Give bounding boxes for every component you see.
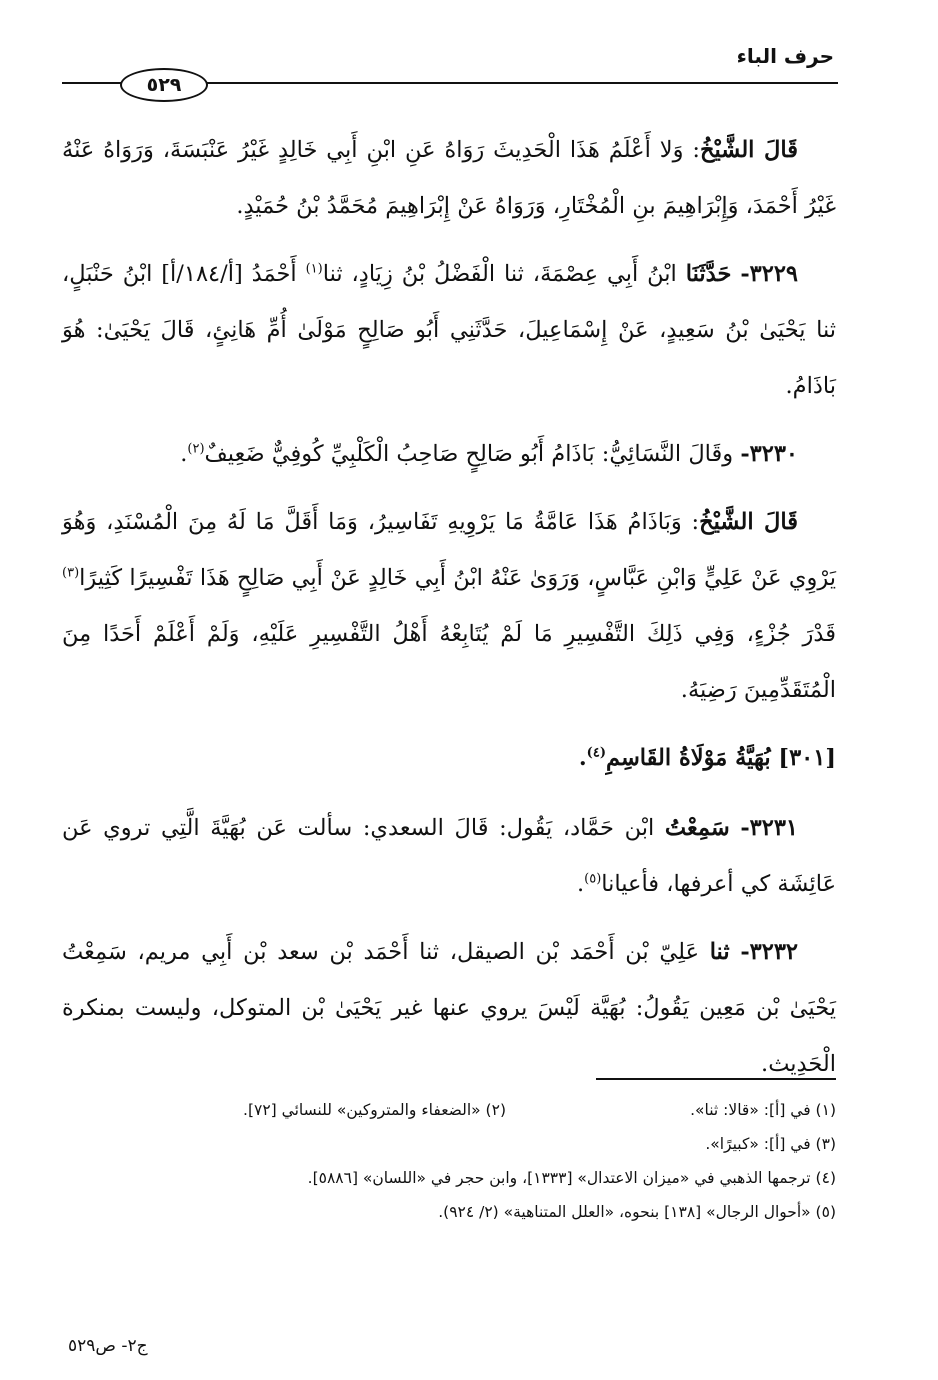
footnote-2: (٢) «الضعفاء والمتروكين» للنسائي [٧٢]. <box>243 1101 506 1119</box>
paragraph-sheikh-1 <box>62 122 836 234</box>
paragraph-text: وقَالَ النَّسَائِيُّ: بَاذَامُ أَبُو صَالِحٍ صَاحِبُ الْكَلْبِيِّ كُوفِيٌّ ضَعِيفٌ <box>204 441 734 467</box>
paragraph-text: أَحْمَدُ [أ/١٨٤/أ] ابْنُ حَنْبَلٍ، ثنا يَحْيَىٰ بْنُ سَعِيدٍ، عَنْ إِسْمَاعِيلَ، حَدَّثَنِي أَبُو صَالِحٍ مَوْلَىٰ أُمِّ هَانِئٍ، قَالَ يَحْيَىٰ: هُوَ بَاذَامُ. <box>62 261 836 399</box>
paragraph-sheikh-2 <box>62 494 836 718</box>
hadith-3230 <box>62 426 836 482</box>
narration-lead: ثنا <box>709 939 730 965</box>
punctuation: . <box>180 441 188 467</box>
hadith-3231 <box>62 800 836 912</box>
footnote-ref-3[interactable]: (٣) <box>62 565 80 581</box>
paragraph-text: عَلِيّ بْن أَحْمَد بْن الصيقل، ثنا أَحْمَد بْن سعد بْن أَبِي مريم، سَمِعْتُ يَحْيَىٰ بْن مَعِين يَقُولُ: بُهَيَّة لَيْسَ يروي عنها غير يَحْيَىٰ بْن المتوكل، وليست بمنكرة الْحَدِيث. <box>62 939 836 1077</box>
section-heading <box>62 730 836 786</box>
sheikh-label: قَالَ الشَّيْخُ <box>699 509 798 535</box>
punctuation: . <box>576 871 585 897</box>
hadith-number: ٣٢٢٩- <box>740 261 798 287</box>
punctuation: . <box>578 745 587 771</box>
narration-lead: سَمِعْتُ <box>664 815 730 841</box>
footnote-4: (٤) ترجمها الذهبي في «ميزان الاعتدال» [١٣٣٣]، وابن حجر في «اللسان» [٥٨٨٦]. <box>307 1169 836 1187</box>
paragraph-text: قَدْرَ جُزْءٍ، وَفِي ذَلِكَ التَّفْسِيرِ مَا لَمْ يُتَابِعْهُ أَهْلُ التَّفْسِيرِ عَلَيْهِ، وَلَمْ أَعْلَمْ أَحَدًا مِنَ الْمُتَقَدِّمِينَ رَضِيَهُ. <box>62 621 836 703</box>
footnote-ref-1[interactable]: (١) <box>305 261 323 277</box>
hadith-number: ٣٢٣٠- <box>740 441 798 467</box>
paragraph-text: : وَبَاذَامُ هَذَا عَامَّةُ مَا يَرْوِيهِ تَفَاسِيرُ، وَمَا أَقَلَّ مَا لَهُ مِنَ الْمُسْنَدِ، وَهُوَ يَرْوِي عَنْ عَلِيٍّ وَابْنِ عَبَّاسٍ، وَرَوَىٰ عَنْهُ ابْنُ أَبِي خَالِدٍ عَنْ أَبِي صَالِحٍ هَذَا تَفْسِيرًا كَثِيرًا <box>62 509 836 591</box>
footnote-row <box>62 1093 836 1127</box>
footnote-1: (١) في [أ]: «قالا: ثنا». <box>690 1101 836 1119</box>
footnote-5: (٥) «أحوال الرجال» [١٣٨] بنحوه، «العلل المتناهية» (٢/ ٩٢٤). <box>438 1203 836 1221</box>
heading-text: [٣٠١] بُهَيَّةُ مَوْلَاةُ القَاسِمِ <box>605 745 836 771</box>
hadith-number: ٣٢٣١- <box>740 815 799 841</box>
sheikh-label: قَالَ الشَّيْخُ <box>699 137 798 163</box>
chapter-title: حرف الباء <box>736 44 834 68</box>
paragraph-text: ابْنُ أَبِي عِصْمَةَ، ثنا الْفَضْلُ بْنُ زِيَادٍ، ثنا <box>322 261 677 287</box>
footnote-ref-5[interactable]: (٥) <box>584 871 602 887</box>
narration-lead: حَدَّثَنَا <box>685 261 732 287</box>
page-number-badge <box>120 68 208 102</box>
footnote-ref-4[interactable]: (٤) <box>586 745 606 761</box>
volume-page-label: ج٢- ص٥٢٩ <box>68 1336 148 1356</box>
footnote-rule <box>596 1078 836 1080</box>
footnote-ref-2[interactable]: (٢) <box>187 441 205 457</box>
hadith-number: ٣٢٣٢- <box>740 939 799 965</box>
footnotes <box>62 1093 836 1229</box>
paragraph-text: ابْن حَمَّاد، يَقُول: قَالَ السعدي: سألت عَن بُهَيَّةَ الَّتِي تروي عَن عَائِشَة كي أعرفها، فأعيانا <box>62 815 836 897</box>
hadith-3232 <box>62 924 836 1092</box>
hadith-3229 <box>62 246 836 414</box>
footnote-3: (٣) في [أ]: «كبيرًا». <box>705 1135 836 1153</box>
page-number: ٥٢٩ <box>146 74 182 96</box>
body-text <box>62 122 836 1104</box>
paragraph-text: : وَلا أَعْلَمُ هَذَا الْحَدِيثَ رَوَاهُ عَنِ ابْنِ أَبِي خَالِدٍ غَيْرُ عَنْبَسَةَ، وَرَوَاهُ عَنْهُ غَيْرُ أَحْمَدَ، وَإِبْرَاهِيمَ بنِ الْمُخْتَارِ، وَرَوَاهُ عَنْ إِبْرَاهِيمَ مُحَمَّدُ بْنُ حُمَيْدٍ. <box>62 137 836 219</box>
